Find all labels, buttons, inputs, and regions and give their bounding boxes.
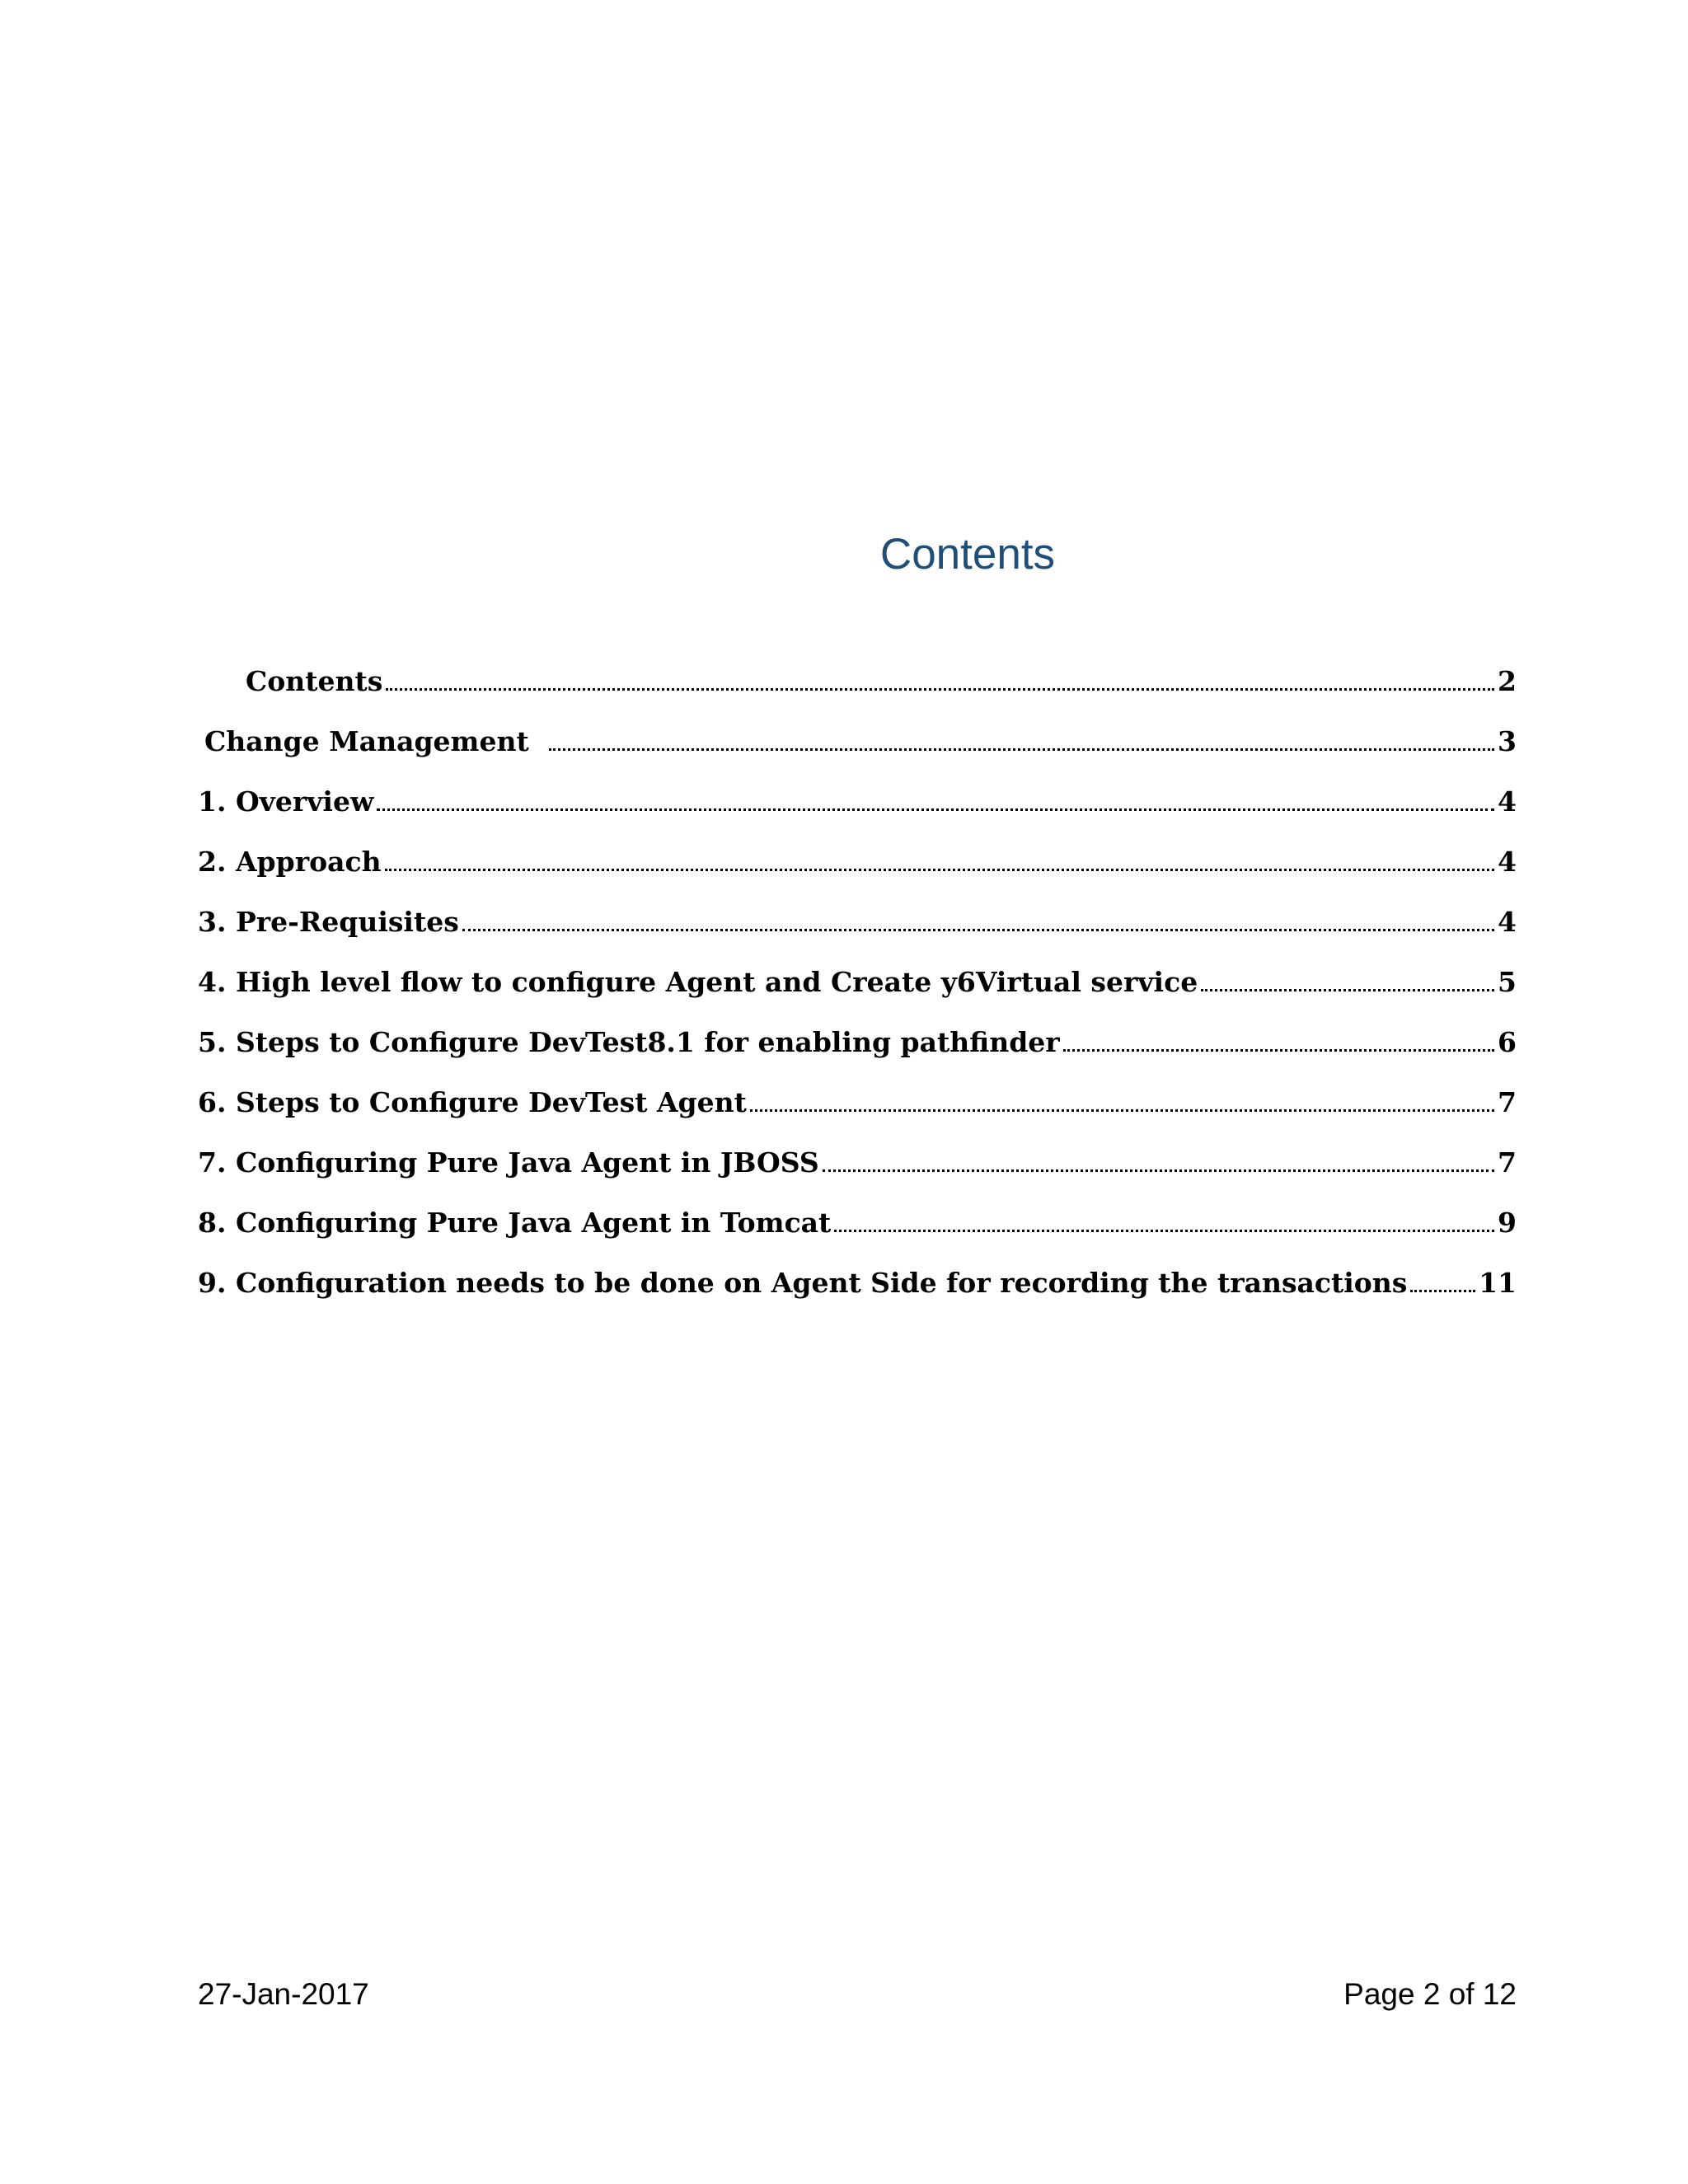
toc-entry-title[interactable]: Contents: [246, 665, 383, 697]
toc-entry[interactable]: [198, 1012, 1517, 1072]
footer-date: 27-Jan-2017: [198, 1977, 369, 2011]
toc-entry[interactable]: [198, 771, 1517, 832]
toc-entry[interactable]: [198, 711, 1517, 771]
toc-entry-page[interactable]: 11: [1479, 1267, 1517, 1299]
toc-dot-leader: [462, 928, 1494, 931]
toc-entry-page[interactable]: 5: [1498, 966, 1517, 998]
table-of-contents: [198, 651, 1517, 1313]
toc-entry[interactable]: [198, 832, 1517, 892]
toc-entry[interactable]: [198, 1072, 1517, 1132]
toc-heading: Contents: [879, 530, 1056, 579]
toc-entry[interactable]: [198, 651, 1517, 711]
toc-dot-leader: [385, 868, 1494, 871]
toc-entry-page[interactable]: 6: [1498, 1026, 1517, 1058]
toc-entry-page[interactable]: 9: [1498, 1207, 1517, 1239]
toc-entry-title[interactable]: 3. Pre-Requisites: [198, 906, 459, 938]
toc-entry-title[interactable]: 4. High level flow to configure Agent and Create y6Virtual service: [198, 966, 1198, 998]
toc-dot-leader: [1410, 1289, 1475, 1292]
toc-entry-title[interactable]: 6. Steps to Configure DevTest Agent: [198, 1086, 747, 1118]
toc-entry-title[interactable]: 8. Configuring Pure Java Agent in Tomcat: [198, 1207, 832, 1239]
toc-dot-leader: [750, 1108, 1494, 1112]
toc-entry-title[interactable]: 7. Configuring Pure Java Agent in JBOSS: [198, 1146, 819, 1179]
toc-entry-title[interactable]: 9. Configuration needs to be done on Agent Side for recording the transactions: [198, 1267, 1408, 1299]
toc-entry[interactable]: [198, 1132, 1517, 1193]
toc-entry[interactable]: [198, 1193, 1517, 1253]
toc-dot-leader: [823, 1169, 1494, 1172]
toc-entry-page[interactable]: 4: [1498, 906, 1517, 938]
toc-entry-page[interactable]: 7: [1498, 1146, 1517, 1179]
toc-entry-page[interactable]: 4: [1498, 785, 1517, 818]
toc-dot-leader: [377, 808, 1494, 811]
toc-entry-title[interactable]: Change Management: [204, 725, 529, 757]
toc-entry-page[interactable]: 3: [1498, 725, 1517, 757]
toc-entry-title[interactable]: 5. Steps to Configure DevTest8.1 for enabling pathfinder: [198, 1026, 1060, 1058]
toc-dot-leader: [1201, 988, 1494, 991]
toc-dot-leader: [834, 1229, 1494, 1232]
toc-entry-title[interactable]: 1. Overview: [198, 785, 374, 818]
toc-entry[interactable]: [198, 1253, 1517, 1313]
page-footer: [198, 1970, 1517, 2019]
toc-entry-page[interactable]: 7: [1498, 1086, 1517, 1118]
toc-entry[interactable]: [198, 892, 1517, 952]
toc-entry[interactable]: [198, 952, 1517, 1012]
toc-entry-page[interactable]: 2: [1498, 665, 1517, 697]
toc-dot-leader: [549, 748, 1494, 751]
toc-entry-page[interactable]: 4: [1498, 846, 1517, 878]
toc-entry-title[interactable]: 2. Approach: [198, 846, 382, 878]
footer-page-number: Page 2 of 12: [1343, 1977, 1517, 2011]
toc-dot-leader: [386, 687, 1494, 691]
toc-dot-leader: [1063, 1048, 1494, 1052]
